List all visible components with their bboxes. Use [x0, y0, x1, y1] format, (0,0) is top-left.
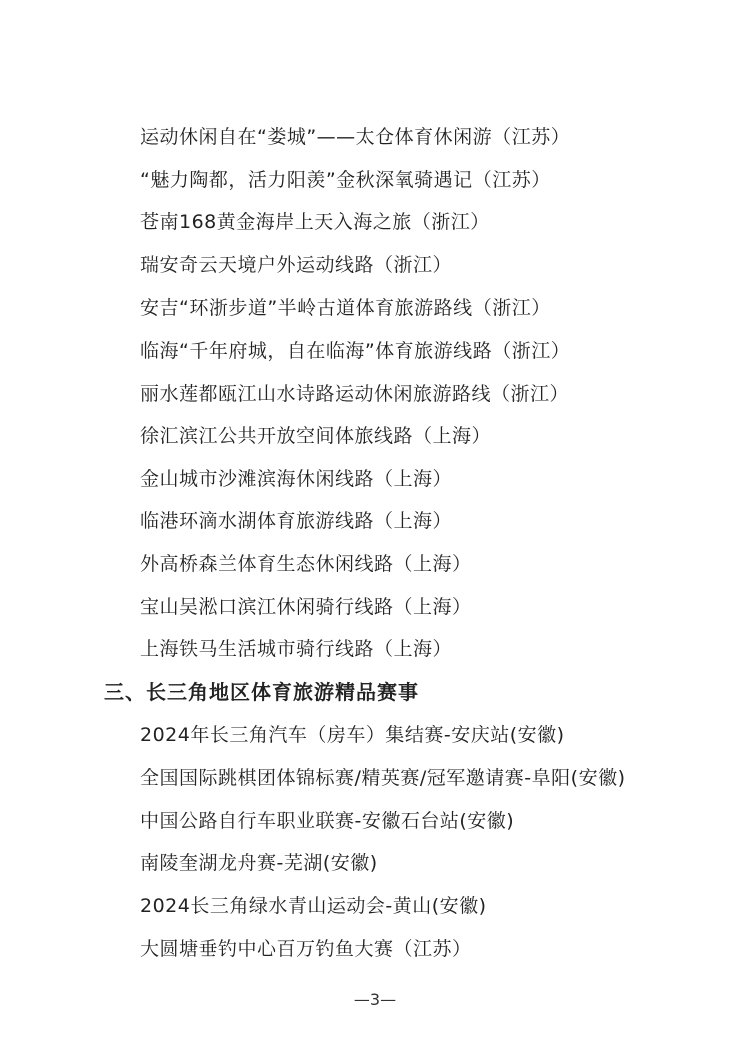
- event-item: 2024长三角绿水青山运动会-黄山(安徽): [140, 895, 487, 917]
- event-item: 2024年长三角汽车（房车）集结赛-安庆站(安徽): [140, 724, 565, 746]
- page-number: —3—: [353, 990, 397, 1009]
- event-item: 南陵奎湖龙舟赛-芜湖(安徽): [140, 852, 378, 874]
- route-item: “魅力陶都，活力阳羡”金秋深氧骑遇记（江苏）: [140, 169, 551, 191]
- event-item: 大圆塘垂钓中心百万钓鱼大赛（江苏）: [140, 938, 472, 960]
- route-item: 临港环滴水湖体育旅游线路（上海）: [140, 510, 453, 532]
- route-item: 运动休闲自在“娄城”——太仓体育休闲游（江苏）: [140, 126, 571, 148]
- route-item: 苍南168黄金海岸上天入海之旅（浙江）: [140, 211, 490, 233]
- route-item: 丽水莲都瓯江山水诗路运动休闲旅游路线（浙江）: [140, 383, 570, 405]
- route-item: 徐汇滨江公共开放空间体旅线路（上海）: [140, 425, 492, 447]
- section-heading: 三、长三角地区体育旅游精品赛事: [104, 680, 419, 704]
- route-item: 外高桥森兰体育生态休闲线路（上海）: [140, 553, 472, 575]
- route-item: 金山城市沙滩滨海休闲线路（上海）: [140, 468, 453, 490]
- route-item: 宝山吴淞口滨江休闲骑行线路（上海）: [140, 596, 472, 618]
- event-item: 全国国际跳棋团体锦标赛/精英赛/冠军邀请赛-阜阳(安徽): [140, 767, 626, 789]
- route-item: 临海“千年府城，自在临海”体育旅游线路（浙江）: [140, 340, 571, 362]
- route-item: 瑞安奇云天境户外运动线路（浙江）: [140, 254, 453, 276]
- route-item: 上海铁马生活城市骑行线路（上海）: [140, 638, 453, 660]
- event-item: 中国公路自行车职业联赛-安徽石台站(安徽): [140, 810, 515, 832]
- route-item: 安吉“环浙步道”半岭古道体育旅游路线（浙江）: [140, 297, 551, 319]
